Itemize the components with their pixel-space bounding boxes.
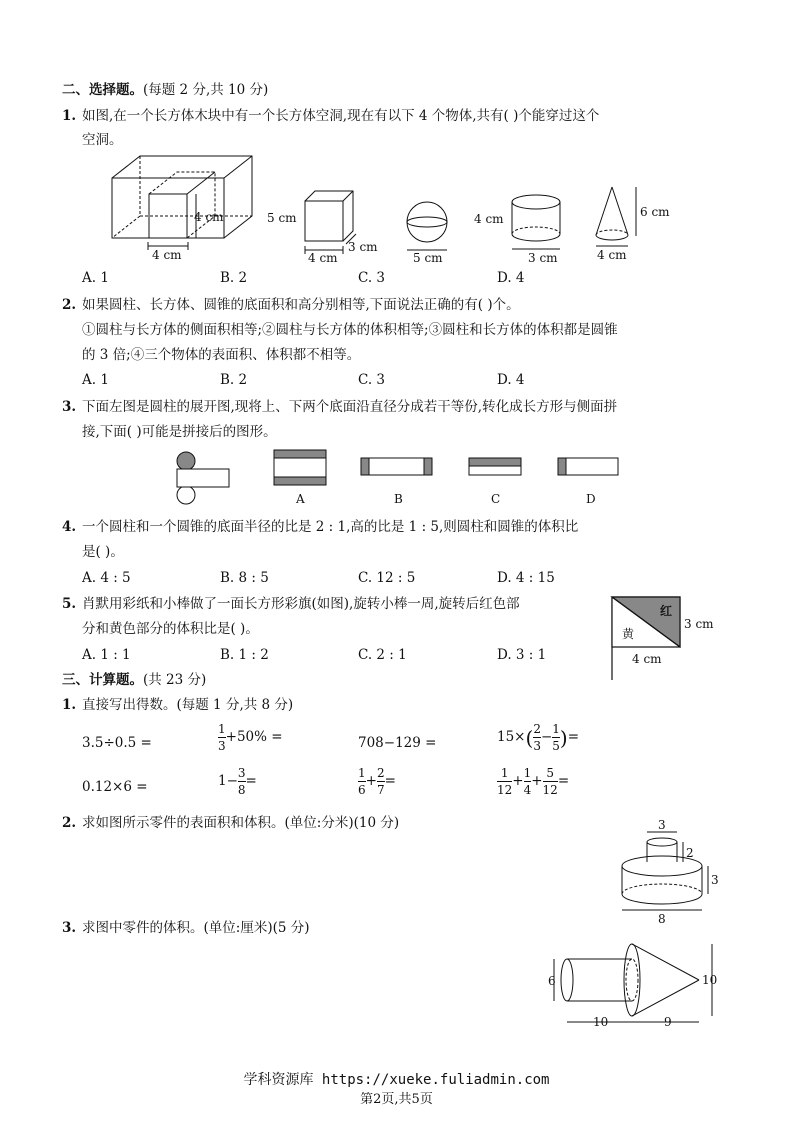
section2-title: 二、选择题。(每题 2 分,共 10 分) [62, 82, 269, 98]
q2-option-d: D. 4 [497, 372, 525, 388]
expr-6: 1− 3 8 = [218, 766, 257, 797]
cylinder-length-label: 10 [593, 1015, 609, 1029]
q4-option-b: B. 8 : 5 [220, 570, 269, 586]
hole-height-label: 4 cm [194, 210, 224, 224]
q4-text-line1: 一个圆柱和一个圆锥的底面半径的比是 2 : 1,高的比是 1 : 5,则圆柱和圆锥的体积比 [82, 519, 579, 535]
top-height-label: 2 [686, 846, 694, 860]
footer-page-number: 第2页,共5页 [360, 1092, 433, 1107]
hole-width-label: 4 cm [152, 248, 182, 262]
q1-text-line2: 空洞。 [82, 132, 123, 148]
option-c-label: C [491, 492, 501, 506]
q1-option-c: C. 3 [358, 270, 386, 286]
q4-number: 4. [62, 519, 77, 535]
top-diameter-label: 3 [658, 818, 666, 832]
expr-2: 1 3 +50% = [218, 722, 283, 753]
bottom-height-label: 3 [711, 873, 719, 887]
q1-number: 1. [62, 108, 77, 124]
q3-text-line1: 下面左图是圆柱的展开图,现将上、下两个底面沿直径分成若干等份,转化成长方形与侧面拼 [82, 399, 618, 415]
expr-8: 1 12 + 1 4 + 5 12 = [497, 766, 570, 797]
flag-height-label: 3 cm [684, 617, 714, 631]
q4-option-a: A. 4 : 5 [82, 570, 131, 586]
section3-title: 三、计算题。(共 23 分) [62, 672, 207, 688]
q2-option-b: B. 2 [220, 372, 248, 388]
expr-3: 708−129 = [358, 735, 437, 751]
section2-note: (每题 2 分,共 10 分) [143, 82, 269, 98]
cube-width-label: 4 cm [308, 251, 338, 265]
s3q3-number: 3. [62, 920, 77, 936]
q2-text-line3: 的 3 倍;④三个物体的表面积、体积都不相等。 [82, 347, 361, 363]
q3-text-line2: 接,下面( )可能是拼接后的图形。 [82, 424, 277, 440]
q1-option-b: B. 2 [220, 270, 248, 286]
q5-text-line1: 肖默用彩纸和小棒做了一面长方形彩旗(如图),旋转小棒一周,旋转后红色部 [82, 596, 520, 612]
footer-watermark: 学科资源库 https://xueke.fuliadmin.com [243, 1072, 550, 1088]
s3q2-note: (单位:分米)(10 分) [284, 815, 400, 831]
option-b-label: B [394, 492, 403, 506]
expr-5: 0.12×6 = [82, 779, 148, 795]
q2-text-line2: ①圆柱与长方体的侧面积相等;②圆柱与长方体的体积相等;③圆柱和长方体的体积都是圆锥 [82, 322, 618, 338]
cone-length-label: 9 [664, 1015, 672, 1029]
q1-option-a: A. 1 [82, 270, 109, 286]
s3q2-number: 2. [62, 815, 77, 831]
flag-red-label: 红 [660, 604, 673, 618]
s3q3-text: 求图中零件的体积。(单位:厘米)(5 分) [82, 920, 310, 936]
q4-option-c: C. 12 : 5 [358, 570, 416, 586]
flag-width-label: 4 cm [632, 652, 662, 666]
s3q1-note: (每题 1 分,共 8 分) [176, 697, 294, 713]
cone-height-label: 6 cm [640, 205, 670, 219]
option-d-label: D [586, 492, 596, 506]
cylinder-height-label: 4 cm [474, 212, 504, 226]
section3-note: (共 23 分) [143, 672, 207, 688]
q5-option-b: B. 1 : 2 [220, 647, 269, 663]
cube-height-label: 5 cm [267, 211, 297, 225]
q4-text-line2: 是( )。 [82, 544, 124, 560]
s3q2-text: 求如图所示零件的表面积和体积。(单位:分米)(10 分) [82, 815, 400, 831]
cylinder-diameter-label: 3 cm [528, 251, 558, 265]
s3q1-text: 直接写出得数。(每题 1 分,共 8 分) [82, 697, 294, 713]
s3q1-number: 1. [62, 697, 77, 713]
cube-depth-label: 3 cm [348, 240, 378, 254]
cone-diameter-label: 4 cm [597, 248, 627, 262]
q2-number: 2. [62, 297, 77, 313]
q5-number: 5. [62, 596, 77, 612]
sphere-diameter-label: 5 cm [413, 251, 443, 265]
option-a-label: A [296, 492, 305, 506]
q2-text-line1: 如果圆柱、长方体、圆锥的底面积和高分别相等,下面说法正确的有( )个。 [82, 297, 520, 313]
bottom-diameter-label: 8 [658, 912, 666, 926]
cone-diameter-label: 10 [702, 973, 718, 987]
cylinder-diameter-label: 6 [548, 974, 556, 988]
q2-option-c: C. 3 [358, 372, 386, 388]
q5-option-c: C. 2 : 1 [358, 647, 407, 663]
expr-4: 15× ( 2 3 − 1 5 ) = [497, 722, 580, 753]
s3q3-note: (单位:厘米)(5 分) [203, 920, 310, 936]
q5-text-line2: 分和黄色部分的体积比是( )。 [82, 621, 259, 637]
expr-7: 1 6 + 2 7 = [358, 766, 396, 797]
q1-text-line1: 如图,在一个长方体木块中有一个长方体空洞,现在有以下 4 个物体,共有( )个能穿过这个 [82, 108, 600, 124]
expr-1: 3.5÷0.5 = [82, 735, 152, 751]
flag-yellow-label: 黄 [622, 627, 635, 641]
q3-number: 3. [62, 399, 77, 415]
q1-option-d: D. 4 [497, 270, 525, 286]
q5-option-d: D. 3 : 1 [497, 647, 547, 663]
q2-option-a: A. 1 [82, 372, 109, 388]
q4-option-d: D. 4 : 15 [497, 570, 555, 586]
q5-option-a: A. 1 : 1 [82, 647, 131, 663]
